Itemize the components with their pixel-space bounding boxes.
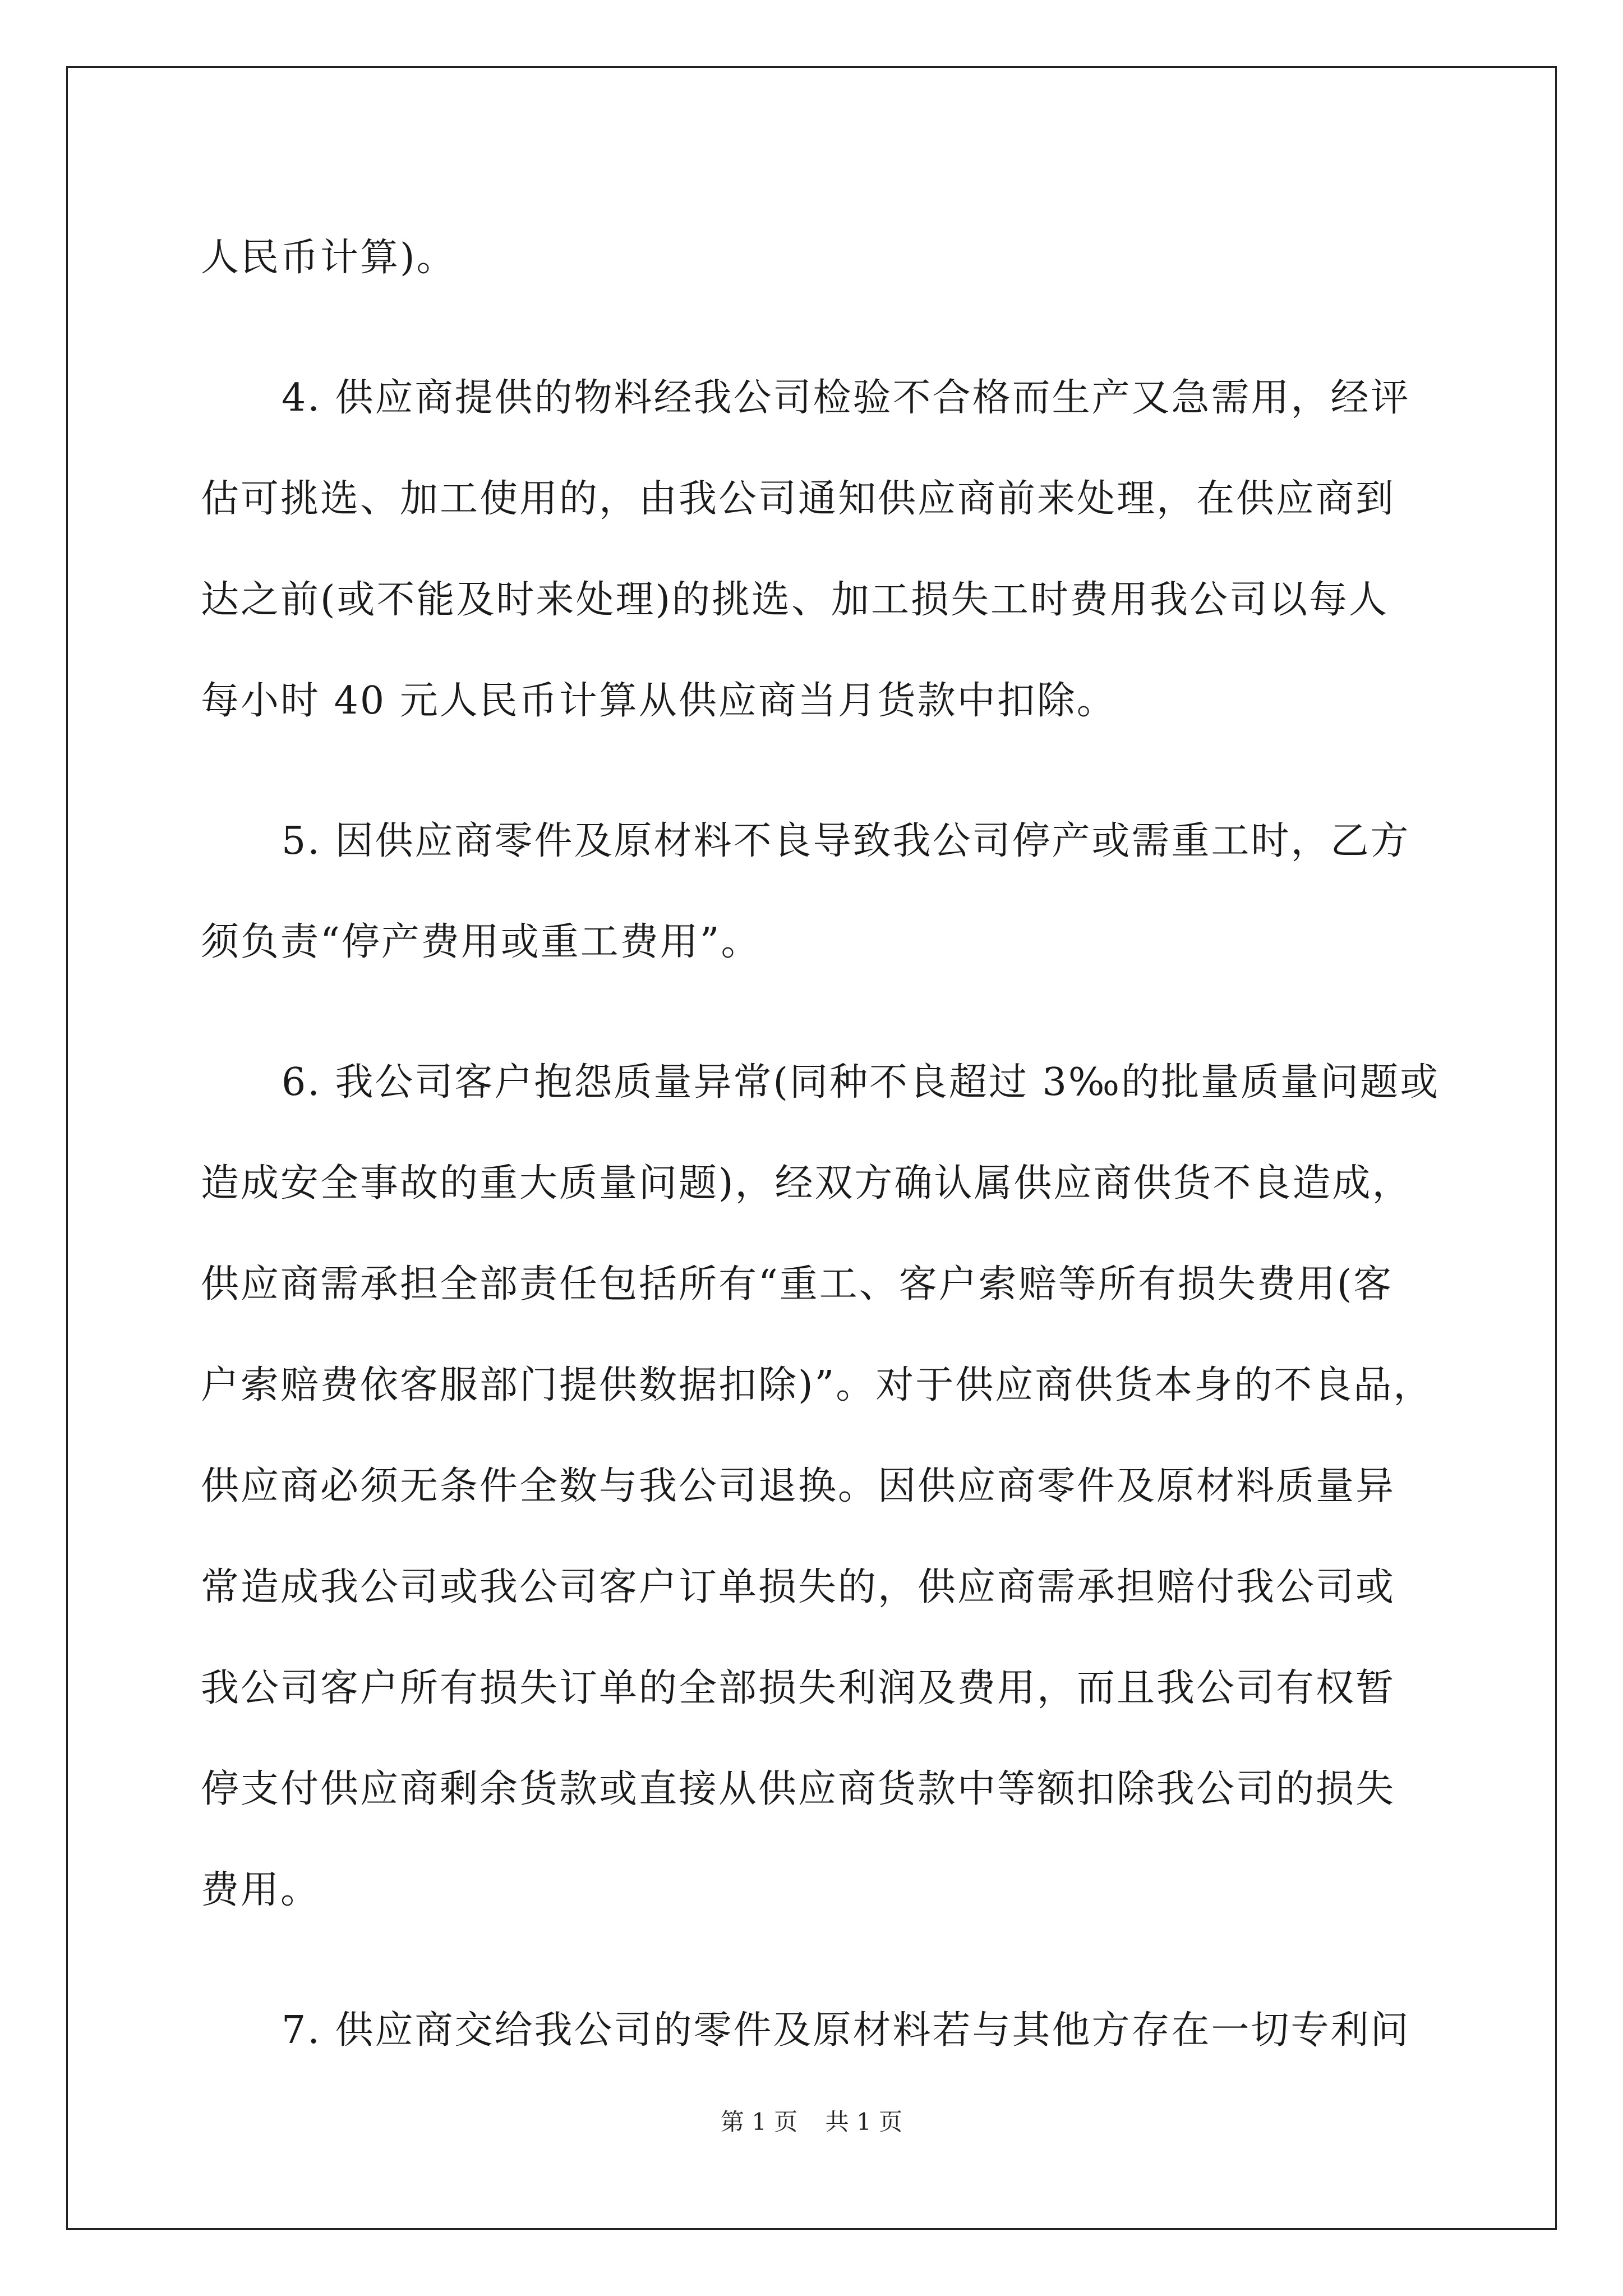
text-line: 4. 供应商提供的物料经我公司检验不合格而生产又急需用，经评 [282,376,1410,420]
page-number: 第 1 页 [720,2108,798,2136]
paragraph-4 [201,348,1429,752]
text-line: 估可挑选、加工使用的，由我公司通知供应商前来处理，在供应商到 [201,477,1396,521]
paragraph-7 [201,1980,1429,2081]
text-line: 5. 因供应商零件及原材料不良导致我公司停产或需重工时，乙方 [282,819,1410,863]
text-line: 户索赔费依客服部门提供数据扣除)”。对于供应商供货本身的不良品， [201,1363,1433,1407]
document-body [201,208,1440,2081]
text-line: 每小时 40 元人民币计算从供应商当月货款中扣除。 [201,679,1117,723]
page-footer [0,2104,1623,2137]
text-line: 7. 供应商交给我公司的零件及原材料若与其他方存在一切专利问 [282,2008,1410,2053]
paragraph-6 [201,1032,1440,1941]
text-line: 6. 我公司客户抱怨质量异常(同种不良超过 3‰的批量质量问题或 [282,1060,1440,1105]
text-line: 人民币计算)。 [201,236,457,280]
text-line: 停支付供应商剩余货款或直接从供应商货款中等额扣除我公司的损失 [201,1767,1396,1811]
text-line: 供应商需承担全部责任包括所有“重工、客户索赔等所有损失费用(客 [201,1262,1394,1306]
page-total: 共 1 页 [825,2108,903,2136]
text-line: 费用。 [201,1868,321,1912]
paragraph-5 [201,791,1429,993]
text-line: 造成安全事故的重大质量问题)，经双方确认属供应商供货不良造成， [201,1161,1412,1205]
text-line: 我公司客户所有损失订单的全部损失利润及费用，而且我公司有权暂 [201,1666,1396,1710]
text-line: 达之前(或不能及时来处理)的挑选、加工损失工时费用我公司以每人 [201,578,1389,622]
text-line: 须负责“停产费用或重工费用”。 [201,920,761,964]
text-line: 常造成我公司或我公司客户订单损失的，供应商需承担赔付我公司或 [201,1565,1396,1609]
text-line: 供应商必须无条件全数与我公司退换。因供应商零件及原材料质量异 [201,1464,1396,1508]
